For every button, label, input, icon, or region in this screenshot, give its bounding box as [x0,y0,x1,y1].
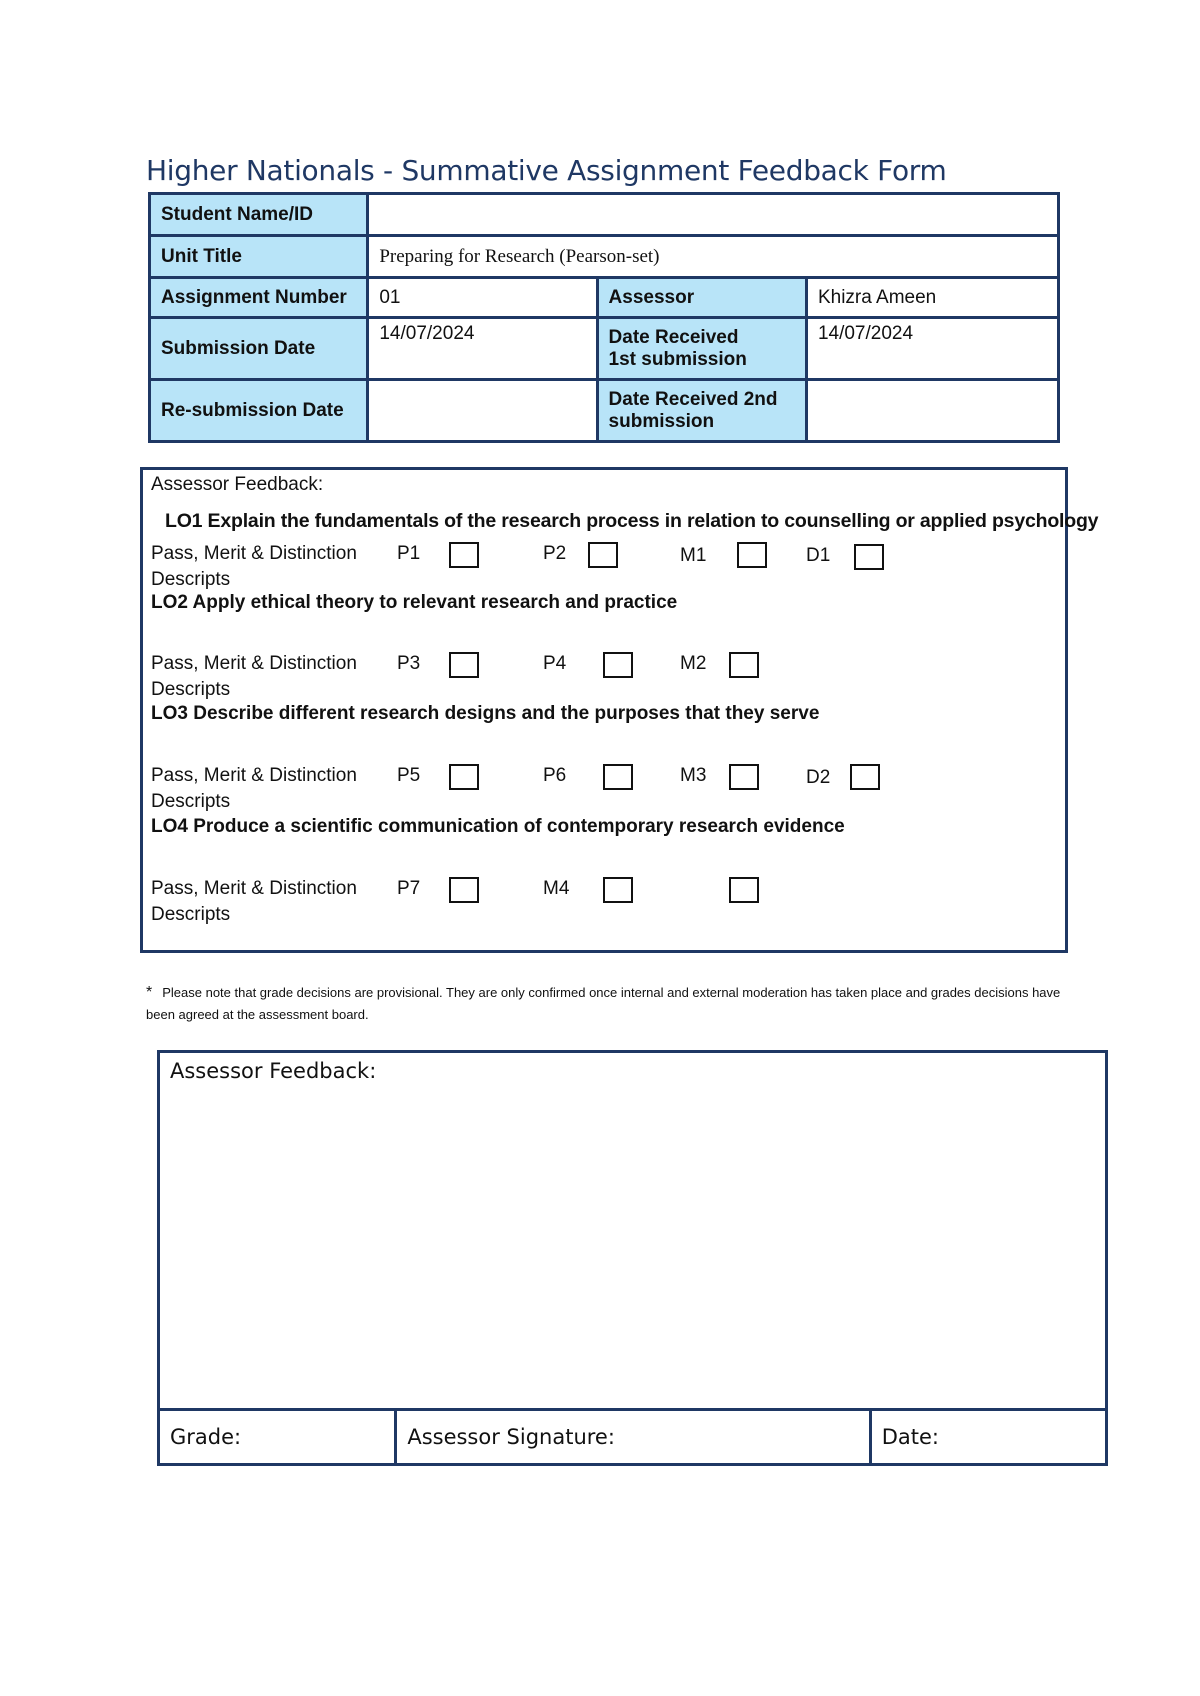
assignment-info-table [148,192,1060,443]
criterion-p1-checkbox[interactable] [449,542,479,568]
submission-date-label: Submission Date [150,318,368,380]
descripts-line2: Descripts [151,791,231,812]
assessor-signature-field[interactable] [396,1410,870,1465]
criterion-m3-label: M3 [680,765,707,786]
date-received-1-label-line1: Date Received [608,326,739,348]
lo4-text: LO4 Produce a scientific communication of contemporary research evidence [151,816,845,837]
grade-field[interactable] [159,1410,396,1465]
lo2-text: LO2 Apply ethical theory to relevant research and practice [151,592,678,613]
date-received-2-label-line1: Date Received 2nd [608,388,778,410]
criterion-p6-checkbox[interactable] [603,764,633,790]
criterion-p3-label: P3 [397,653,421,674]
criterion-p6-label: P6 [543,765,567,786]
date-received-2-field[interactable] [806,380,1058,442]
criterion-p4-checkbox[interactable] [603,652,633,678]
assessor-feedback-box [140,467,1099,953]
resubmission-date-field[interactable] [368,380,597,442]
criterion-m3-checkbox[interactable] [729,764,759,790]
criterion-p2-label: P2 [543,543,567,564]
criterion-p7-checkbox[interactable] [449,877,479,903]
date-received-2-label-line2: submission [608,410,715,432]
resubmission-date-label: Re-submission Date [150,380,368,442]
criterion-m4-label: M4 [543,878,570,899]
assessor-feedback-table [157,1050,1108,1466]
criterion-p5-label: P5 [397,765,421,786]
feedback-heading: Assessor Feedback: [151,474,324,495]
assessor-field[interactable]: Khizra Ameen [806,278,1058,318]
criterion-d2-checkbox[interactable] [850,764,880,790]
criterion-p7-label: P7 [397,878,421,899]
criterion-m1-label: M1 [680,545,707,566]
assessor-feedback-heading: Assessor Feedback: [170,1059,377,1083]
criterion-p1-label: P1 [397,543,421,564]
submission-date-field[interactable]: 14/07/2024 [368,318,597,380]
criterion-p5-checkbox[interactable] [449,764,479,790]
criterion-m2-label: M2 [680,653,707,674]
note-asterisk: * [146,984,153,1001]
descripts-line1: Pass, Merit & Distinction [151,653,357,674]
student-name-label: Student Name/ID [150,194,368,236]
descripts-line1: Pass, Merit & Distinction [151,878,357,899]
criterion-p2-checkbox[interactable] [588,542,618,568]
criterion-unlabeled-checkbox[interactable] [729,877,759,903]
criterion-d1-checkbox[interactable] [854,544,884,570]
date-received-1-label-line2: 1st submission [608,348,747,370]
assessor-signature-label: Assessor Signature: [407,1425,615,1450]
lo3-text: LO3 Describe different research designs and the purposes that they serve [151,703,820,724]
date-field[interactable] [870,1410,1106,1465]
criterion-m1-checkbox[interactable] [737,542,767,568]
date-received-1-label [597,318,806,380]
assignment-number-field[interactable]: 01 [368,278,597,318]
page-title: Higher Nationals - Summative Assignment Feedback Form [146,154,947,187]
lo1-text: LO1 Explain the fundamentals of the research process in relation to counselling or applied psychology [165,510,1099,532]
criterion-d1-label: D1 [806,545,831,566]
grade-label: Grade: [170,1425,242,1450]
note-text: Please note that grade decisions are provisional. They are only confirmed once internal and external moderation has taken place and grades decisions have been agreed at the assessment board. [146,985,1061,1022]
descripts-line2: Descripts [151,569,231,590]
student-name-field[interactable] [368,194,1059,236]
descripts-line2: Descripts [151,904,231,925]
criterion-m4-checkbox[interactable] [603,877,633,903]
date-label: Date: [881,1425,939,1450]
descripts-line1: Pass, Merit & Distinction [151,765,357,786]
unit-title-field[interactable]: Preparing for Research (Pearson-set) [368,236,1059,278]
criterion-m2-checkbox[interactable] [729,652,759,678]
descripts-line2: Descripts [151,679,231,700]
descripts-line1: Pass, Merit & Distinction [151,543,357,564]
criterion-p3-checkbox[interactable] [449,652,479,678]
assignment-number-label: Assignment Number [150,278,368,318]
assessor-feedback-area[interactable] [159,1052,1107,1410]
date-received-1-field[interactable]: 14/07/2024 [806,318,1058,380]
date-received-2-label [597,380,806,442]
criterion-p4-label: P4 [543,653,567,674]
provisional-grade-note [146,982,1066,1026]
unit-title-label: Unit Title [150,236,368,278]
criterion-d2-label: D2 [806,767,831,788]
assessor-label: Assessor [597,278,806,318]
